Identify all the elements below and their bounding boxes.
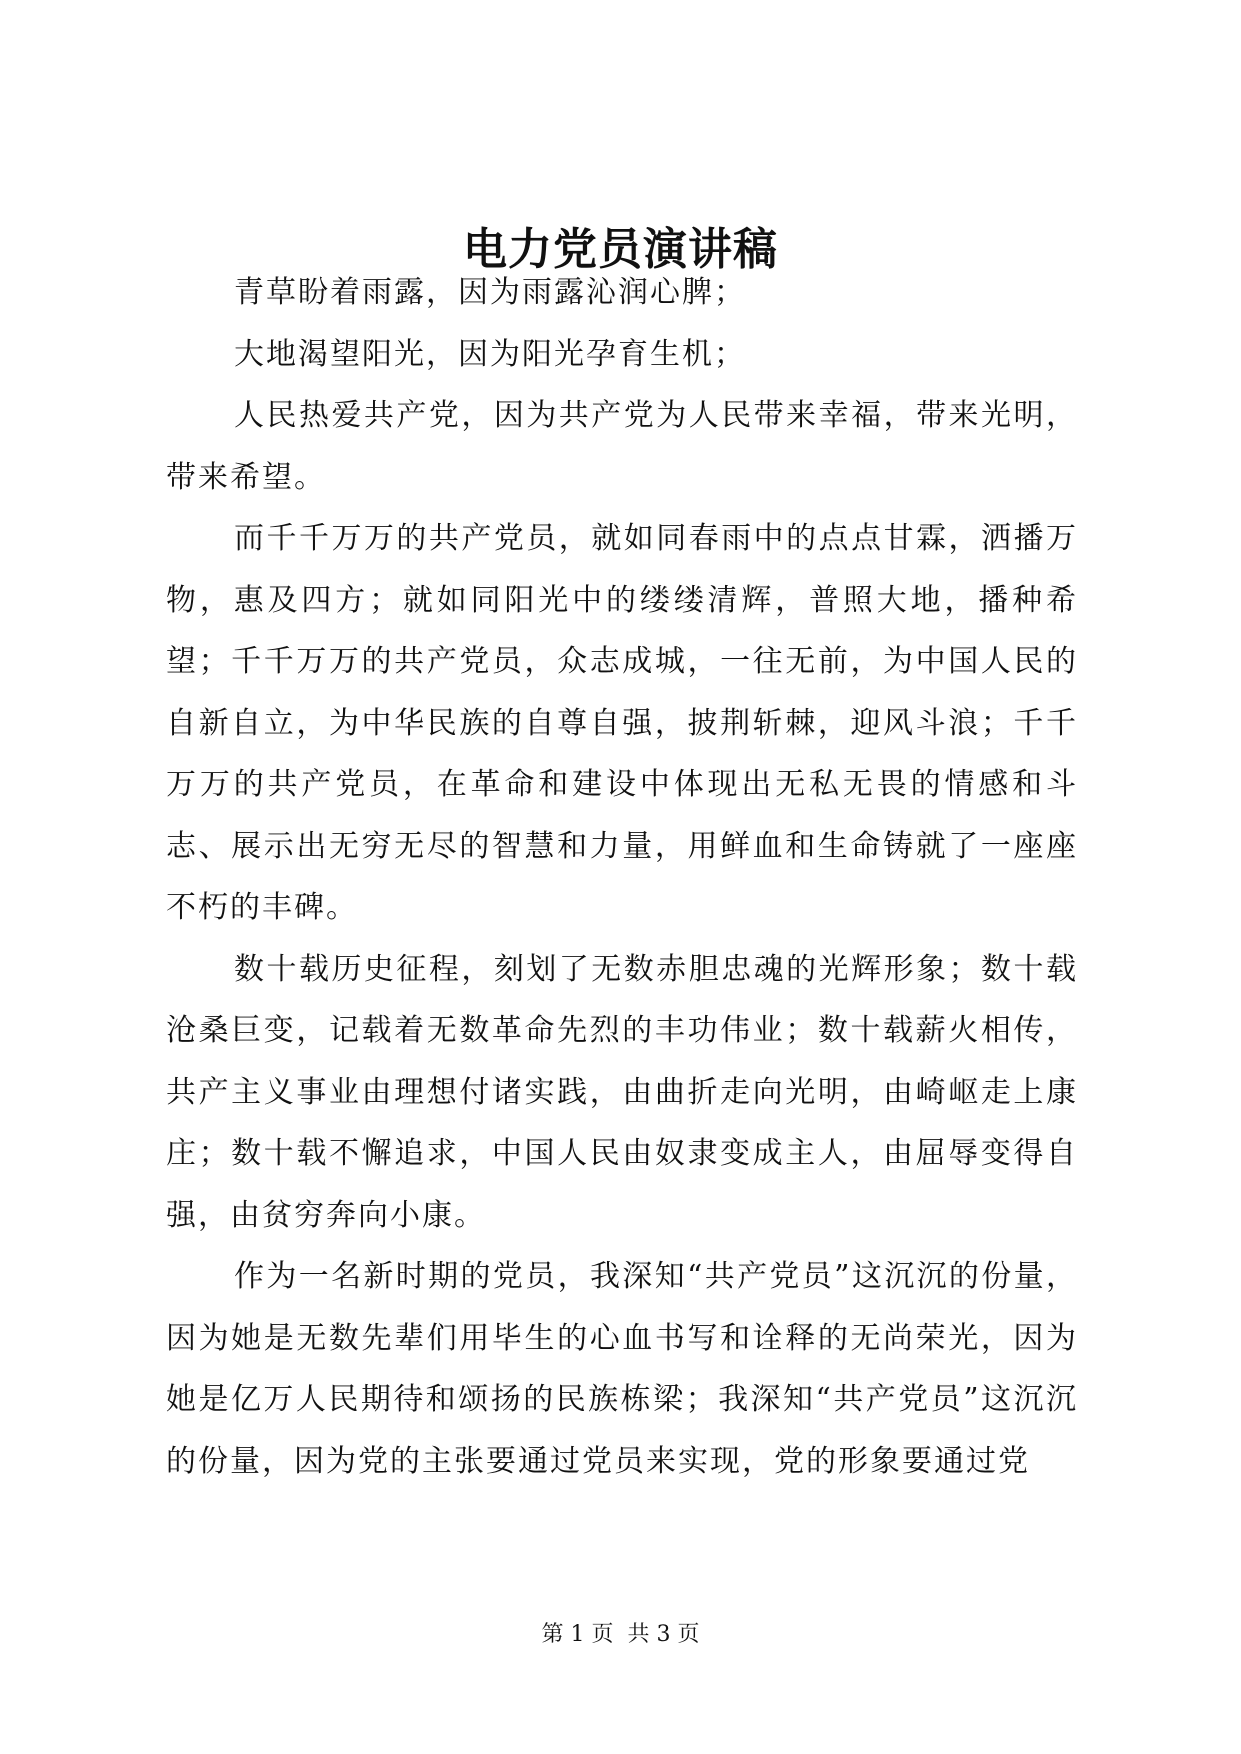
document-title: 电力党员演讲稿 [463,224,778,275]
paragraph: 作为一名新时期的党员，我深知“共产党员”这沉沉的份量，因为她是无数先辈们用毕生的心血书写和诠释的无尚荣光，因为她是亿万人民期待和颂扬的民族栋梁；我深知“共产党员”这沉沉的份量，因为党的主张要通过党员来实现，党的形象要通过党 [166,1259,1078,1479]
paragraph: 大地渴望阳光，因为阳光孕育生机； [234,336,746,372]
paragraph: 数十载历史征程，刻划了无数赤胆忠魂的光辉形象；数十载沧桑巨变，记载着无数革命先烈的丰功伟业；数十载薪火相传，共产主义事业由理想付诸实践，由曲折走向光明，由崎岖走上康庄；数十载不懈追求，中国人民由奴隶变成主人，由屈辱变得自强，由贫穷奔向小康。 [166,951,1078,1233]
paragraph: 人民热爱共产党，因为共产党为人民带来幸福，带来光明，带来希望。 [166,398,1078,495]
paragraph: 青草盼着雨露，因为雨露沁润心脾； [234,275,746,310]
paragraph: 而千千万万的共产党员，就如同春雨中的点点甘霖，洒播万物，惠及四方；就如同阳光中的缕缕清辉，普照大地，播种希望；千千万万的共产党员，众志成城，一往无前，为中国人民的自新自立，为中华民族的自尊自强，披荆斩棘，迎风斗浪；千千万万的共产党员，在革命和建设中体现出无私无畏的情感和斗志、展示出无穷无尽的智慧和力量，用鲜血和生命铸就了一座座不朽的丰碑。 [166,521,1078,925]
page-number: 第 1 页 共 3 页 [541,1622,700,1647]
document-body [166,262,1078,1492]
page-footer [0,1620,1241,1650]
